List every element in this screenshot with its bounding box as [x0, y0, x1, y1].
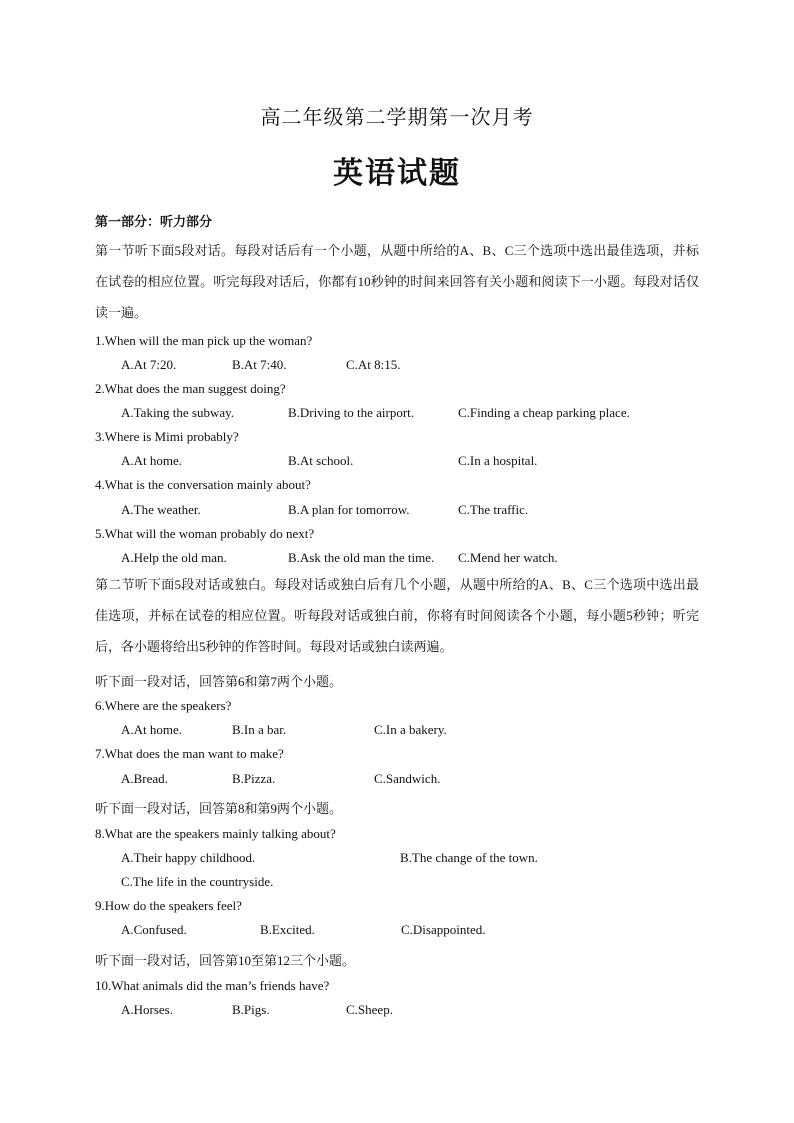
q6-option-a: A.At home. [121, 722, 183, 737]
q5-option-a: A.Help the old man. [121, 550, 227, 565]
question-10: 10.What animals did the man’s friends have? [95, 978, 330, 993]
question-9: 9.How do the speakers feel? [95, 898, 242, 913]
q5-option-b: B.Ask the old man the time. [288, 550, 435, 565]
q8-option-b: B.The change of the town. [400, 850, 538, 865]
question-8: 8.What are the speakers mainly talking about? [95, 826, 336, 841]
listening-note-2: 听下面一段对话，回答第8和第9两个小题。 [95, 801, 343, 816]
q1-option-c: C.At 8:15. [346, 357, 401, 372]
q3-option-c: C.In a hospital. [458, 453, 538, 468]
question-3: 3.Where is Mimi probably? [95, 429, 239, 444]
exam-subject-title: 英语试题 [333, 157, 461, 190]
q2-option-c: C.Finding a cheap parking place. [458, 405, 630, 420]
section2-instructions: 第二节听下面5段对话或独白。每段对话或独白后有几个小题，从题中所给的A、B、C三个选项中选出最佳选项，并标在试卷的相应位置。听每段对话或独白前，你将有时间阅读各个小题，每小题5秒钟；听完后，各小题将给出5秒钟的作答时间。每段对话或独白读两遍。 [95, 577, 699, 654]
q6-option-c: C.In a bakery. [374, 722, 447, 737]
question-4: 4.What is the conversation mainly about? [95, 477, 311, 492]
q4-option-a: A.The weather. [121, 502, 201, 517]
q7-option-c: C.Sandwich. [374, 771, 441, 786]
q10-option-b: B.Pigs. [232, 1002, 270, 1017]
q4-option-b: B.A plan for tomorrow. [288, 502, 410, 517]
q9-option-c: C.Disappointed. [401, 922, 486, 937]
listening-note-1: 听下面一段对话，回答第6和第7两个小题。 [95, 674, 343, 689]
exam-title: 高二年级第二学期第一次月考 [260, 107, 534, 129]
q2-option-a: A.Taking the subway. [121, 405, 235, 420]
q10-option-a: A.Horses. [121, 1002, 173, 1017]
section1-instructions: 第一节听下面5段对话。每段对话后有一个小题，从题中所给的A、B、C三个选项中选出最佳选项，并标在试卷的相应位置。听完每段对话后，你都有10秒钟的时间来回答有关小题和阅读下一小题。每段对话仅读一遍。 [95, 243, 699, 320]
q3-option-a: A.At home. [121, 453, 183, 468]
q9-option-b: B.Excited. [260, 922, 315, 937]
q2-option-b: B.Driving to the airport. [288, 405, 415, 420]
q8-option-c: C.The life in the countryside. [121, 874, 274, 889]
q1-option-a: A.At 7:20. [121, 357, 177, 372]
question-2: 2.What does the man suggest doing? [95, 381, 286, 396]
q8-option-a: A.Their happy childhood. [121, 850, 256, 865]
q9-option-a: A.Confused. [121, 922, 187, 937]
question-5: 5.What will the woman probably do next? [95, 526, 315, 541]
q6-option-b: B.In a bar. [232, 722, 287, 737]
question-6: 6.Where are the speakers? [95, 698, 232, 713]
q10-option-c: C.Sheep. [346, 1002, 393, 1017]
q3-option-b: B.At school. [288, 453, 354, 468]
part-heading: 第一部分：听力部分 [95, 214, 213, 229]
question-7: 7.What does the man want to make? [95, 746, 284, 761]
q7-option-a: A.Bread. [121, 771, 168, 786]
q7-option-b: B.Pizza. [232, 771, 276, 786]
q5-option-c: C.Mend her watch. [458, 550, 558, 565]
question-1: 1.When will the man pick up the woman? [95, 333, 313, 348]
q1-option-b: B.At 7:40. [232, 357, 287, 372]
listening-note-3: 听下面一段对话，回答第10至第12三个小题。 [95, 953, 356, 968]
q4-option-c: C.The traffic. [458, 502, 529, 517]
